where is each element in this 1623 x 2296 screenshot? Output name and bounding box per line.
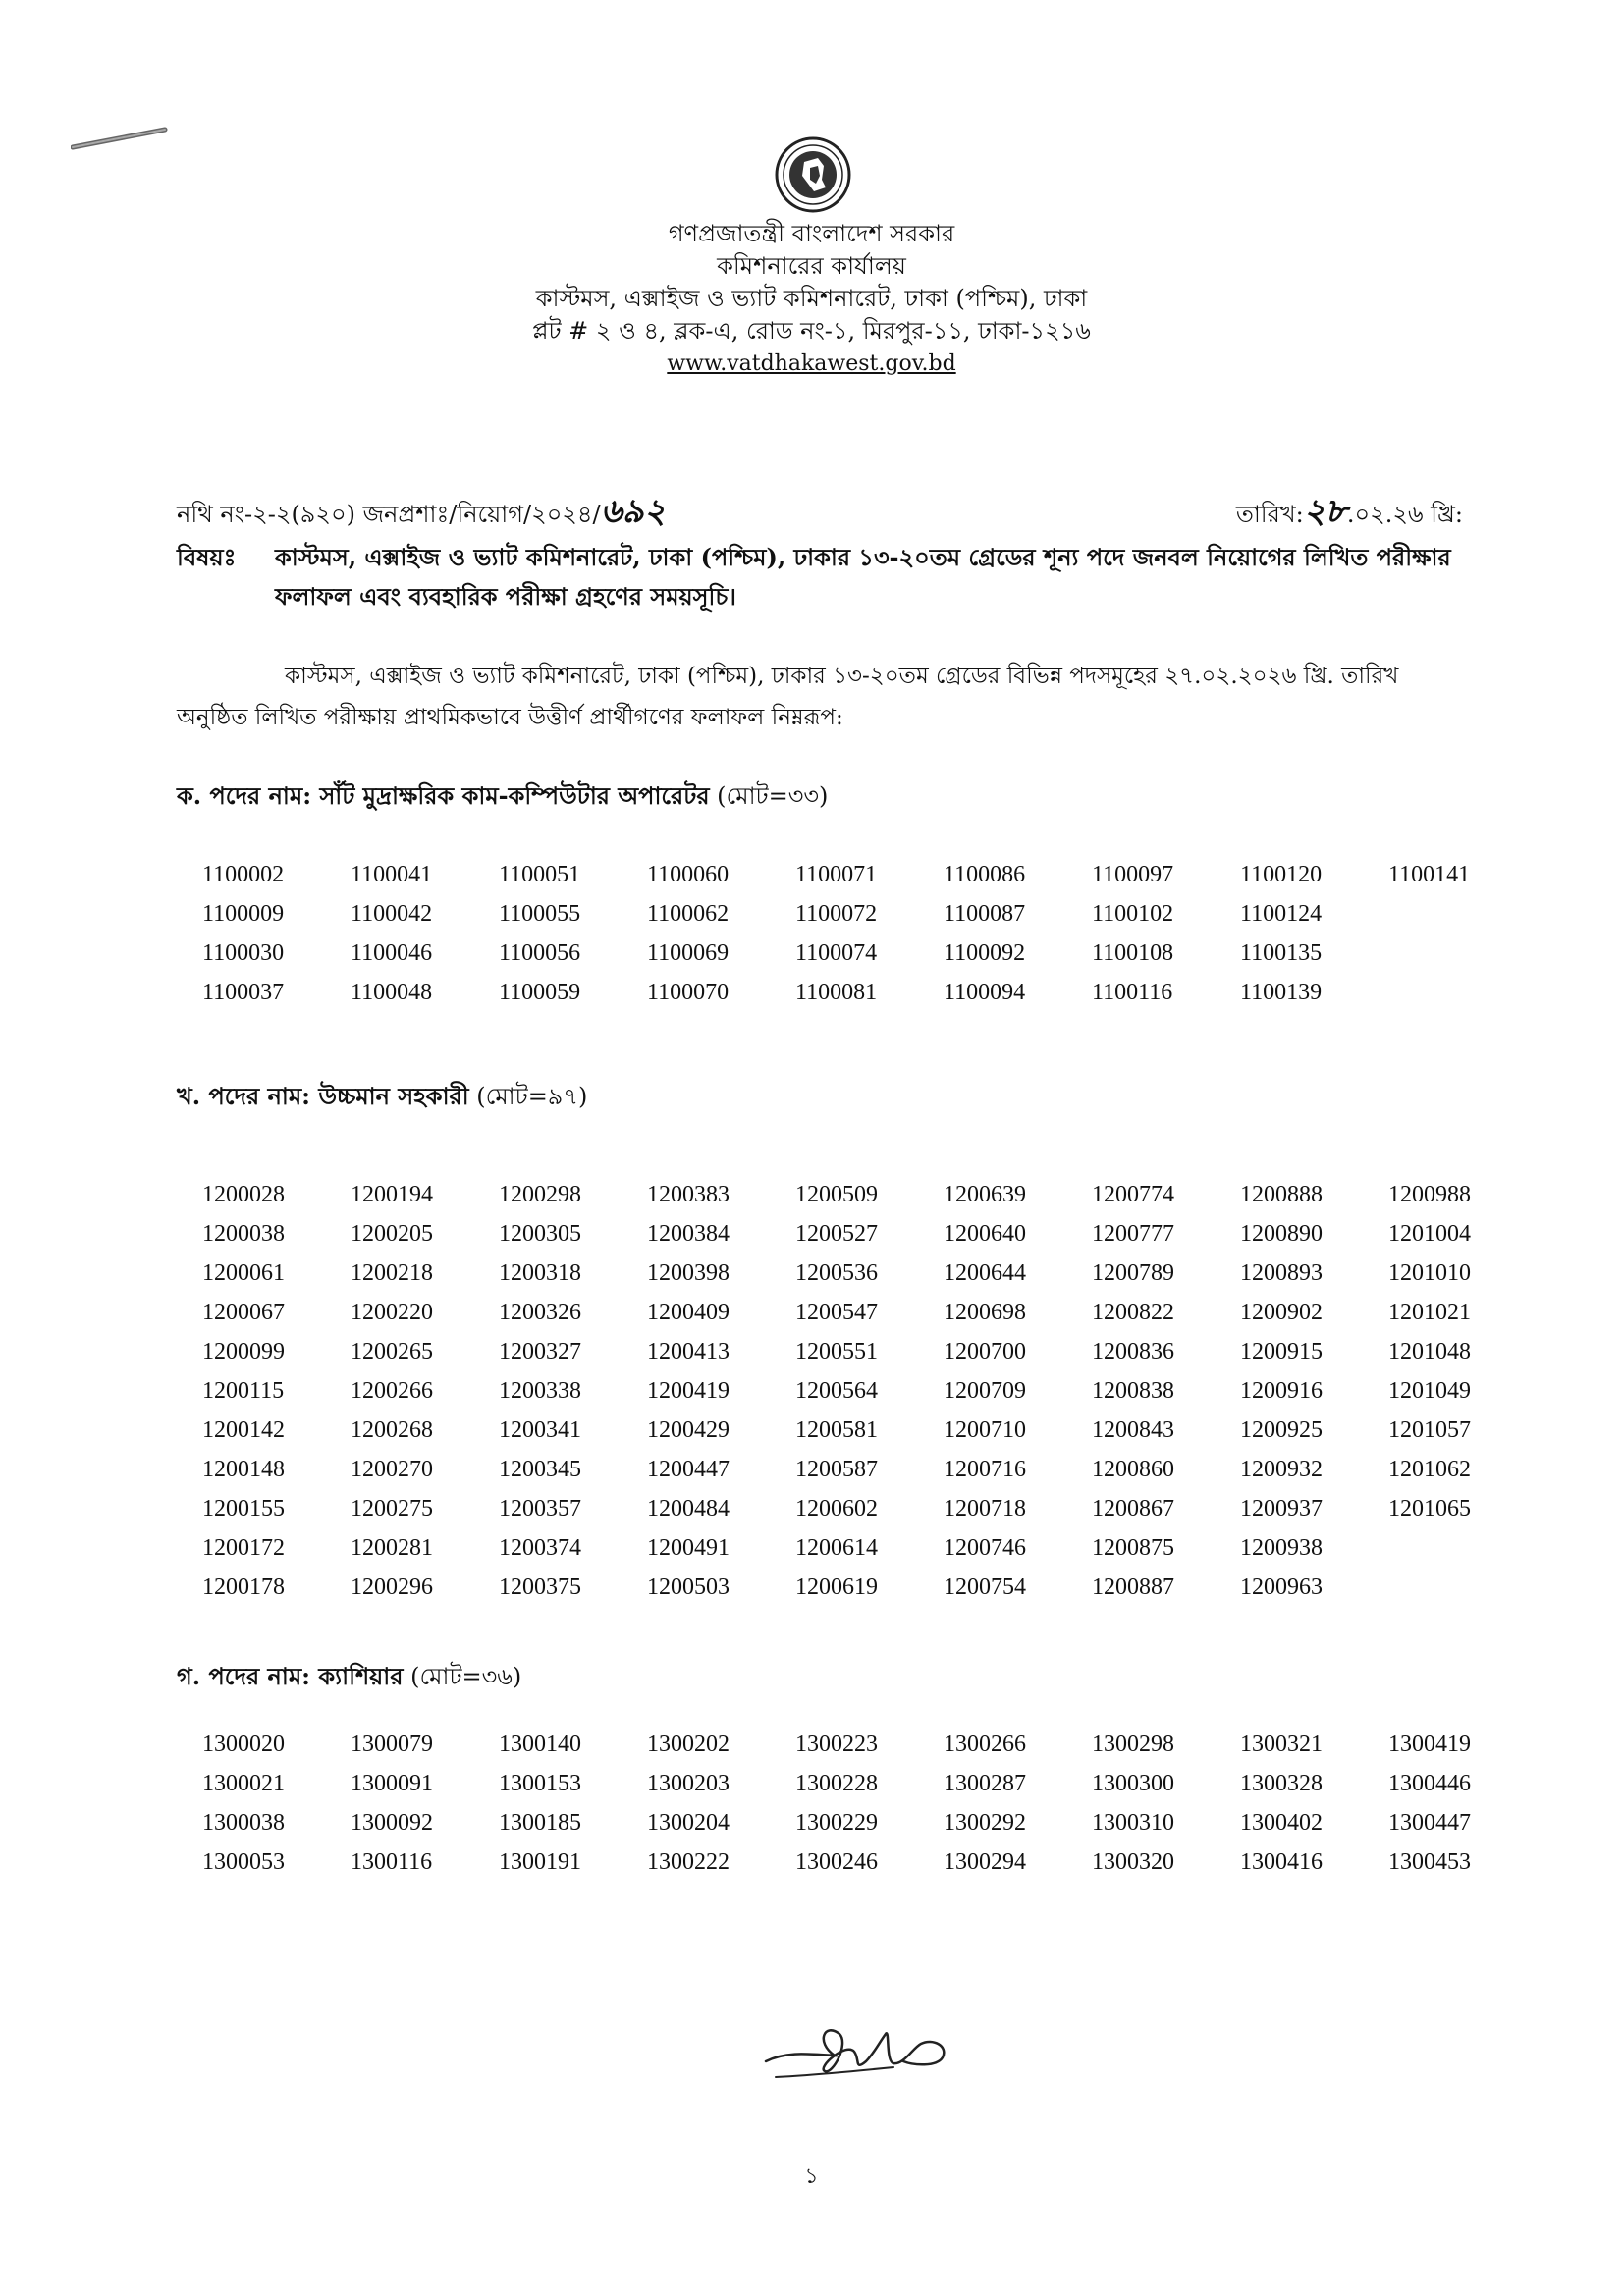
roll-number: 1201021 xyxy=(1388,1300,1471,1325)
roll-number: 1200142 xyxy=(202,1417,285,1443)
roll-number: 1200644 xyxy=(944,1260,1026,1286)
roll-number: 1200746 xyxy=(944,1535,1026,1561)
roll-number: 1200265 xyxy=(351,1339,433,1364)
roll-number: 1200028 xyxy=(202,1182,285,1207)
roll-number: 1200419 xyxy=(647,1378,730,1404)
roll-number: 1300453 xyxy=(1388,1849,1471,1875)
roll-number: 1300419 xyxy=(1388,1732,1471,1757)
roll-number: 1200327 xyxy=(499,1339,581,1364)
roll-number: 1100060 xyxy=(647,862,730,887)
roll-number: 1200061 xyxy=(202,1260,285,1286)
roll-number: 1200268 xyxy=(351,1417,433,1443)
commissionerate-name: কাস্টমস, এক্সাইজ ও ভ্যাট কমিশনারেট, ঢাকা (পশ্চিম), ঢাকা xyxy=(535,285,1088,312)
roll-number: 1100055 xyxy=(499,901,581,927)
roll-number: 1300298 xyxy=(1092,1732,1174,1757)
roll-number: 1200503 xyxy=(647,1575,730,1600)
roll-number: 1100037 xyxy=(202,980,285,1005)
date-handwritten: ২৮ xyxy=(1303,492,1347,531)
roll-number: 1200836 xyxy=(1092,1339,1174,1364)
roll-number: 1201057 xyxy=(1388,1417,1471,1443)
roll-number: 1200338 xyxy=(499,1378,581,1404)
roll-number: 1100069 xyxy=(647,940,730,966)
roll-number: 1200374 xyxy=(499,1535,581,1561)
roll-number: 1200270 xyxy=(351,1457,433,1482)
roll-number: 1200887 xyxy=(1092,1575,1174,1600)
roll-number: 1100059 xyxy=(499,980,581,1005)
roll-number: 1201062 xyxy=(1388,1457,1471,1482)
roll-number: 1300321 xyxy=(1240,1732,1323,1757)
roll-number: 1300153 xyxy=(499,1771,581,1796)
roll-number: 1200587 xyxy=(795,1457,878,1482)
roll-number: 1200789 xyxy=(1092,1260,1174,1286)
roll-number: 1200220 xyxy=(351,1300,433,1325)
signature-image xyxy=(756,1993,972,2101)
roll-number: 1300116 xyxy=(351,1849,433,1875)
roll-number: 1200963 xyxy=(1240,1575,1323,1600)
section-ga-title xyxy=(177,1659,521,1698)
roll-number: 1300446 xyxy=(1388,1771,1471,1796)
roll-number: 1200716 xyxy=(944,1457,1026,1482)
memo-number xyxy=(177,486,666,542)
date-suffix: .০২.২৬ খ্রি: xyxy=(1346,501,1463,528)
roll-number: 1300203 xyxy=(647,1771,730,1796)
roll-number: 1100081 xyxy=(795,980,878,1005)
roll-number: 1200875 xyxy=(1092,1535,1174,1561)
subject-block xyxy=(177,538,1473,616)
roll-number: 1100124 xyxy=(1240,901,1323,927)
section-ka-total: (মোট=৩৩) xyxy=(709,782,829,810)
roll-number: 1100070 xyxy=(647,980,730,1005)
roll-number: 1100092 xyxy=(944,940,1026,966)
roll-number: 1200205 xyxy=(351,1221,433,1247)
roll-number: 1100074 xyxy=(795,940,878,966)
roll-number: 1200843 xyxy=(1092,1417,1174,1443)
memo-row xyxy=(177,486,1463,531)
roll-number: 1200938 xyxy=(1240,1535,1323,1561)
roll-number: 1200581 xyxy=(795,1417,878,1443)
roll-number: 1100056 xyxy=(499,940,581,966)
roll-number: 1200155 xyxy=(202,1496,285,1522)
section-ga-post: ক্যাশিয়ার xyxy=(318,1662,404,1690)
roll-number: 1200902 xyxy=(1240,1300,1323,1325)
roll-number: 1200527 xyxy=(795,1221,878,1247)
intro-paragraph: কাস্টমস, এক্সাইজ ও ভ্যাট কমিশনারেট, ঢাকা (পশ্চিম), ঢাকার ১৩-২০তম গ্রেডের বিভিন্ন পদসমূহের ২৭.০২.২০২৬ খ্রি. তারিখ অনুষ্ঠিত লিখিত পরীক্ষায় প্রাথমিকভাবে উত্তীর্ণ প্রার্থীগণের ফলাফল নিম্নরূপ: xyxy=(177,664,1399,730)
roll-number: 1200194 xyxy=(351,1182,433,1207)
roll-number: 1201049 xyxy=(1388,1378,1471,1404)
roll-number: 1200564 xyxy=(795,1378,878,1404)
roll-number: 1200172 xyxy=(202,1535,285,1561)
section-ga-total: (মোট=৩৬) xyxy=(403,1663,522,1690)
roll-number: 1300294 xyxy=(944,1849,1026,1875)
roll-number: 1300416 xyxy=(1240,1849,1323,1875)
roll-number: 1100042 xyxy=(351,901,433,927)
office-address: প্লট # ২ ও ৪, ব্লক-এ, রোড নং-১, মিরপুর-১১, ঢাকা-১২১৬ xyxy=(532,317,1091,345)
roll-number: 1100071 xyxy=(795,862,878,887)
roll-number: 1200413 xyxy=(647,1339,730,1364)
roll-number: 1100116 xyxy=(1092,980,1173,1005)
roll-number: 1200614 xyxy=(795,1535,878,1561)
letterhead xyxy=(0,218,1623,380)
roll-number: 1200067 xyxy=(202,1300,285,1325)
roll-number: 1300038 xyxy=(202,1810,285,1836)
roll-number: 1200384 xyxy=(647,1221,730,1247)
roll-number: 1100086 xyxy=(944,862,1026,887)
roll-number: 1200099 xyxy=(202,1339,285,1364)
roll-number: 1300246 xyxy=(795,1849,878,1875)
roll-number: 1300228 xyxy=(795,1771,878,1796)
roll-number: 1200447 xyxy=(647,1457,730,1482)
section-kha-title xyxy=(177,1079,587,1118)
roll-number: 1200178 xyxy=(202,1575,285,1600)
roll-number: 1100041 xyxy=(351,862,433,887)
roll-number: 1100097 xyxy=(1092,862,1174,887)
roll-number: 1300202 xyxy=(647,1732,730,1757)
section-ka-post: সাঁট মুদ্রাক্ষরিক কাম-কম্পিউটার অপারেটর xyxy=(319,781,710,810)
roll-number: 1200916 xyxy=(1240,1378,1323,1404)
roll-number: 1100062 xyxy=(647,901,730,927)
roll-number: 1200838 xyxy=(1092,1378,1174,1404)
roll-number: 1200774 xyxy=(1092,1182,1174,1207)
section-kha-prefix: খ. পদের নাম: xyxy=(177,1082,319,1110)
roll-number: 1200925 xyxy=(1240,1417,1323,1443)
roll-number: 1300020 xyxy=(202,1732,285,1757)
roll-number: 1200536 xyxy=(795,1260,878,1286)
roll-number: 1100009 xyxy=(202,901,285,927)
roll-number: 1200305 xyxy=(499,1221,581,1247)
roll-number: 1200345 xyxy=(499,1457,581,1482)
roll-number: 1300447 xyxy=(1388,1810,1471,1836)
roll-number: 1300222 xyxy=(647,1849,730,1875)
memo-date xyxy=(1236,486,1463,542)
roll-number: 1300091 xyxy=(351,1771,433,1796)
roll-number: 1200038 xyxy=(202,1221,285,1247)
roll-number: 1200115 xyxy=(202,1378,285,1404)
roll-number: 1200639 xyxy=(944,1182,1026,1207)
roll-number: 1200822 xyxy=(1092,1300,1174,1325)
roll-number: 1200148 xyxy=(202,1457,285,1482)
roll-number: 1300292 xyxy=(944,1810,1026,1836)
office-name: কমিশনারের কার্যালয় xyxy=(717,252,906,280)
roll-number: 1200698 xyxy=(944,1300,1026,1325)
roll-number: 1200551 xyxy=(795,1339,878,1364)
section-ka-title xyxy=(177,778,828,818)
roll-number: 1200640 xyxy=(944,1221,1026,1247)
roll-number: 1200326 xyxy=(499,1300,581,1325)
roll-number: 1201010 xyxy=(1388,1260,1471,1286)
roll-number: 1200429 xyxy=(647,1417,730,1443)
roll-number: 1300053 xyxy=(202,1849,285,1875)
roll-number: 1200357 xyxy=(499,1496,581,1522)
section-ka-prefix: ক. পদের নাম: xyxy=(177,781,320,810)
roll-number: 1100051 xyxy=(499,862,581,887)
roll-number: 1300320 xyxy=(1092,1849,1174,1875)
subject-label: বিষয়ঃ xyxy=(177,543,237,571)
government-emblem-icon xyxy=(775,136,851,213)
roll-number: 1300021 xyxy=(202,1771,285,1796)
roll-number: 1201048 xyxy=(1388,1339,1471,1364)
roll-number: 1100030 xyxy=(202,940,285,966)
section-kha-total: (মোট=৯৭) xyxy=(468,1083,588,1110)
roll-number: 1200718 xyxy=(944,1496,1026,1522)
roll-number: 1200383 xyxy=(647,1182,730,1207)
memo-number-prefix: নথি নং-২-২(৯২০) জনপ্রশাঃ/নিয়োগ/২০২৪/ xyxy=(177,501,601,528)
roll-number: 1100108 xyxy=(1092,940,1174,966)
roll-number: 1100094 xyxy=(944,980,1026,1005)
roll-number: 1300287 xyxy=(944,1771,1026,1796)
roll-number: 1201065 xyxy=(1388,1496,1471,1522)
roll-number: 1300092 xyxy=(351,1810,433,1836)
roll-number: 1100120 xyxy=(1240,862,1323,887)
roll-number: 1200266 xyxy=(351,1378,433,1404)
roll-number: 1300328 xyxy=(1240,1771,1323,1796)
section-kha-post: উচ্চমান সহকারী xyxy=(318,1082,469,1110)
roll-number: 1200602 xyxy=(795,1496,878,1522)
govt-name: গণপ্রজাতন্ত্রী বাংলাদেশ সরকার xyxy=(668,220,955,247)
roll-number: 1300185 xyxy=(499,1810,581,1836)
roll-number: 1200547 xyxy=(795,1300,878,1325)
roll-number: 1200341 xyxy=(499,1417,581,1443)
roll-number: 1200275 xyxy=(351,1496,433,1522)
roll-number: 1300310 xyxy=(1092,1810,1174,1836)
roll-number: 1100139 xyxy=(1240,980,1323,1005)
roll-number: 1200754 xyxy=(944,1575,1026,1600)
roll-number: 1100141 xyxy=(1388,862,1471,887)
date-label: তারিখ: xyxy=(1235,501,1304,528)
subject-text: কাস্টমস, এক্সাইজ ও ভ্যাট কমিশনারেট, ঢাকা (পশ্চিম), ঢাকার ১৩-২০তম গ্রেডের শূন্য পদে জনবল নিয়োগের লিখিত পরীক্ষার ফলাফল এবং ব্যবহারিক পরীক্ষা গ্রহণের সময়সূচি। xyxy=(275,543,1451,611)
memo-number-handwritten: ৬৯২ xyxy=(600,492,666,531)
roll-number: 1100002 xyxy=(202,862,285,887)
roll-number: 1200398 xyxy=(647,1260,730,1286)
roll-number: 1300229 xyxy=(795,1810,878,1836)
roll-number: 1100048 xyxy=(351,980,433,1005)
roll-number: 1201004 xyxy=(1388,1221,1471,1247)
roll-number: 1200491 xyxy=(647,1535,730,1561)
roll-number: 1200988 xyxy=(1388,1182,1471,1207)
roll-number: 1200619 xyxy=(795,1575,878,1600)
roll-number: 1300402 xyxy=(1240,1810,1323,1836)
roll-number: 1200509 xyxy=(795,1182,878,1207)
website-link[interactable]: www.vatdhakawest.gov.bd xyxy=(667,351,956,376)
roll-number: 1300079 xyxy=(351,1732,433,1757)
roll-number: 1300191 xyxy=(499,1849,581,1875)
roll-number: 1200218 xyxy=(351,1260,433,1286)
roll-number: 1200890 xyxy=(1240,1221,1323,1247)
roll-number: 1200710 xyxy=(944,1417,1026,1443)
roll-number: 1200867 xyxy=(1092,1496,1174,1522)
roll-number: 1200888 xyxy=(1240,1182,1323,1207)
roll-number: 1300223 xyxy=(795,1732,878,1757)
pen-mark-decoration xyxy=(71,126,169,151)
roll-number: 1200937 xyxy=(1240,1496,1323,1522)
roll-number: 1200484 xyxy=(647,1496,730,1522)
roll-number: 1300300 xyxy=(1092,1771,1174,1796)
roll-number: 1200860 xyxy=(1092,1457,1174,1482)
roll-number: 1200932 xyxy=(1240,1457,1323,1482)
roll-number: 1100087 xyxy=(944,901,1026,927)
section-ga-prefix: গ. পদের নাম: xyxy=(177,1662,319,1690)
roll-number: 1200298 xyxy=(499,1182,581,1207)
roll-number: 1200777 xyxy=(1092,1221,1174,1247)
roll-number: 1200709 xyxy=(944,1378,1026,1404)
roll-number: 1300266 xyxy=(944,1732,1026,1757)
roll-number: 1200375 xyxy=(499,1575,581,1600)
roll-number: 1300204 xyxy=(647,1810,730,1836)
roll-number: 1200318 xyxy=(499,1260,581,1286)
roll-number: 1100046 xyxy=(351,940,433,966)
roll-number: 1200893 xyxy=(1240,1260,1323,1286)
roll-number: 1200281 xyxy=(351,1535,433,1561)
roll-number: 1200296 xyxy=(351,1575,433,1600)
roll-number: 1100072 xyxy=(795,901,878,927)
roll-number: 1200409 xyxy=(647,1300,730,1325)
page-number: ১ xyxy=(804,2164,819,2189)
roll-number: 1200915 xyxy=(1240,1339,1323,1364)
roll-number: 1100102 xyxy=(1092,901,1174,927)
roll-number: 1300140 xyxy=(499,1732,581,1757)
roll-number: 1100135 xyxy=(1240,940,1323,966)
roll-number: 1200700 xyxy=(944,1339,1026,1364)
